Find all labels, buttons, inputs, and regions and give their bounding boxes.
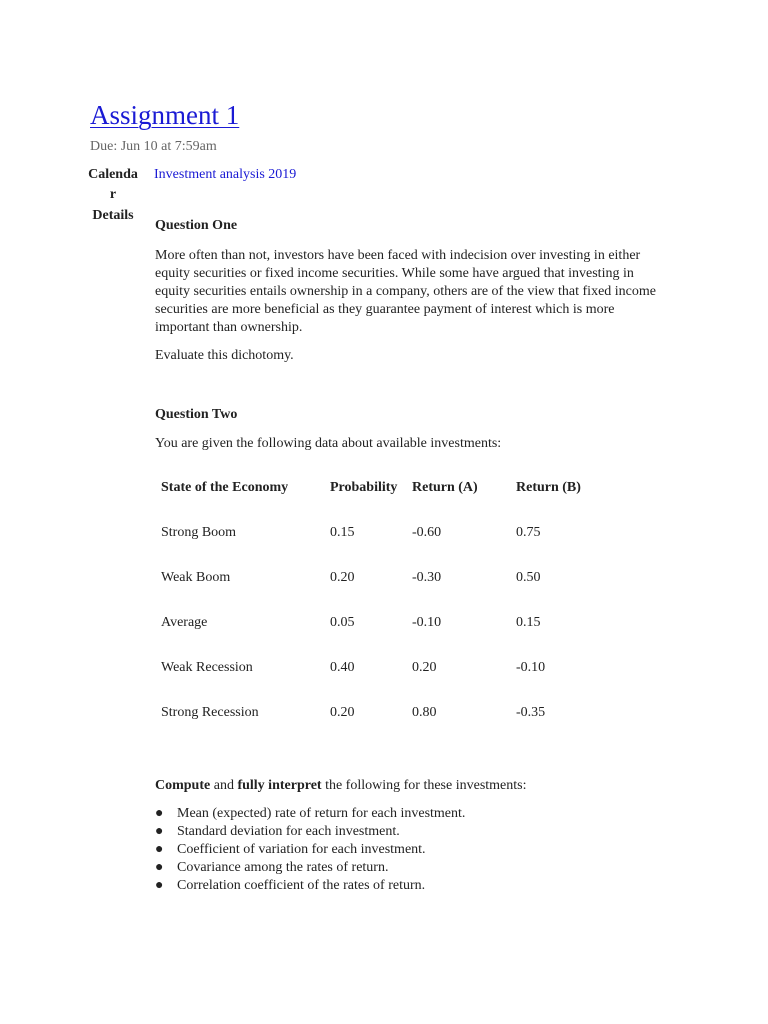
- question-two-intro: You are given the following data about available investments:: [155, 436, 502, 451]
- table-cell: 0.50: [516, 570, 541, 585]
- table-header-cell: State of the Economy: [161, 480, 289, 495]
- table-cell: 0.75: [516, 525, 541, 540]
- table-cell: -0.10: [412, 615, 442, 630]
- table-cell: 0.20: [412, 660, 437, 675]
- list-item-text: Coefficient of variation for each investment.: [177, 842, 426, 857]
- list-item-text: Correlation coefficient of the rates of return.: [177, 878, 426, 893]
- list-item-text: Covariance among the rates of return.: [177, 860, 389, 875]
- list-item: [155, 805, 465, 823]
- table-cell: -0.30: [412, 570, 442, 585]
- question-two-heading: Question Two: [155, 407, 238, 422]
- table-cell: 0.15: [516, 615, 541, 630]
- table-row: [155, 560, 606, 605]
- task-list: [155, 805, 465, 895]
- and-word: and: [210, 778, 238, 793]
- list-item: [155, 877, 465, 895]
- list-item: [155, 859, 465, 877]
- table-header-cell: Probability: [330, 480, 398, 495]
- compute-instruction: [155, 777, 527, 795]
- table-cell: 0.40: [330, 660, 355, 675]
- table-header-cell: Return (B): [516, 480, 581, 495]
- table-header-row: [155, 470, 606, 515]
- table-cell: -0.10: [516, 660, 546, 675]
- list-item: [155, 841, 465, 859]
- bullet-icon: ●: [155, 806, 164, 821]
- calendar-label: Calendar: [88, 167, 138, 202]
- table-row: [155, 515, 606, 560]
- question-one-text: More often than not, investors have been faced with indecision over investing in either equity securities or fixed income securities. While some have argued that investing in equity securities entails ownership in a company, others are of the view that fixed income securities are more beneficial as they guarantee payment of interest which is more important than ownership.: [155, 248, 656, 335]
- table-row: [155, 650, 606, 695]
- table-cell: 0.20: [330, 570, 355, 585]
- table-cell: 0.05: [330, 615, 355, 630]
- table-cell: -0.35: [516, 705, 546, 720]
- instruction-rest: the following for these investments:: [321, 778, 527, 793]
- list-item: [155, 823, 465, 841]
- table-row: [155, 605, 606, 650]
- table-cell: 0.20: [330, 705, 355, 720]
- assignment-title[interactable]: Assignment 1: [90, 100, 240, 130]
- investment-data-table: [155, 470, 606, 740]
- table-row: [155, 695, 606, 740]
- question-one-heading: Question One: [155, 218, 238, 233]
- table-cell: Weak Boom: [161, 570, 231, 585]
- table-cell: Strong Recession: [161, 705, 259, 720]
- due-date: Due: Jun 10 at 7:59am: [90, 139, 217, 154]
- table-cell: Weak Recession: [161, 660, 253, 675]
- question-one-evaluate: Evaluate this dichotomy.: [155, 348, 294, 363]
- table-cell: 0.80: [412, 705, 437, 720]
- bullet-icon: ●: [155, 824, 164, 839]
- fully-interpret-word: fully interpret: [237, 778, 322, 793]
- table-cell: Average: [161, 615, 208, 630]
- list-item-text: Mean (expected) rate of return for each investment.: [177, 806, 466, 821]
- bullet-icon: ●: [155, 878, 164, 893]
- table-cell: Strong Boom: [161, 525, 237, 540]
- table-cell: 0.15: [330, 525, 355, 540]
- bullet-icon: ●: [155, 860, 164, 875]
- list-item-text: Standard deviation for each investment.: [177, 824, 400, 839]
- compute-word: Compute: [155, 778, 211, 793]
- bullet-icon: ●: [155, 842, 164, 857]
- table-header-cell: Return (A): [412, 480, 478, 495]
- details-label: Details: [92, 208, 134, 223]
- table-cell: -0.60: [412, 525, 442, 540]
- calendar-link[interactable]: Investment analysis 2019: [154, 167, 297, 182]
